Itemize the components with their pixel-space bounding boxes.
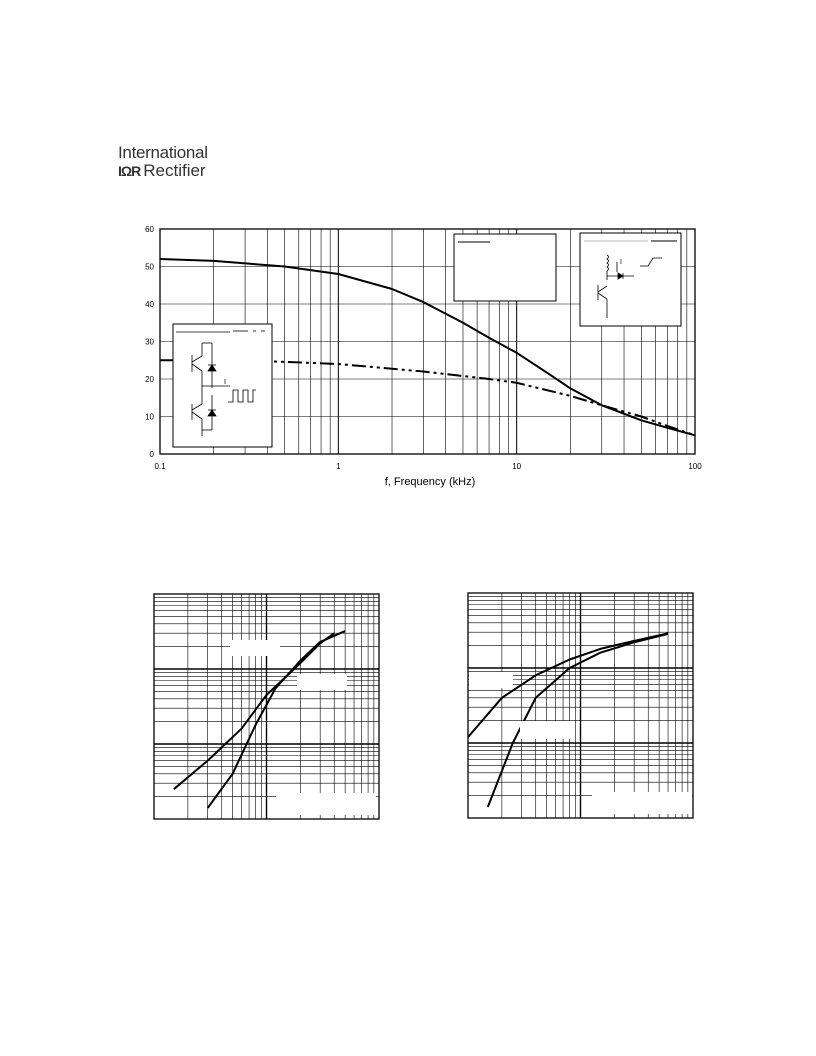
legend-box-right <box>580 233 681 326</box>
y-tick-label: 20 <box>145 375 154 384</box>
bl-label-mask-3 <box>276 793 376 815</box>
y-tick-label: 50 <box>145 262 154 272</box>
x-tick-label: 0.1 <box>154 462 166 471</box>
current-arrow-label-inset: I <box>224 379 226 386</box>
y-tick-label: 0 <box>149 450 154 459</box>
bl-label-mask-2 <box>297 674 347 690</box>
y-tick-label: 30 <box>145 337 154 347</box>
br-label-mask-2 <box>520 721 575 739</box>
bottom-left-chart-series <box>174 631 345 808</box>
y-tick-label: 40 <box>145 300 154 309</box>
current-arrow-label-right: I <box>620 259 622 266</box>
brand-rectifier-text: Rectifier <box>143 161 206 180</box>
x-tick-label: 100 <box>688 462 702 471</box>
x-tick-label: 10 <box>512 462 522 471</box>
bl-label-mask-1 <box>230 640 280 656</box>
legend-box-center <box>454 234 556 301</box>
bottom-left-curve-2 <box>208 631 345 808</box>
br-label-mask-3 <box>592 792 692 814</box>
br-label-mask-1 <box>469 672 513 688</box>
y-tick-label: 10 <box>145 412 154 422</box>
brand-name-line1: International <box>118 143 208 162</box>
ior-logo-mark: IΩR <box>118 163 141 179</box>
y-tick-label: 60 <box>145 225 154 234</box>
bottom-left-curve-1 <box>174 633 334 789</box>
circuit-inset-box <box>173 324 272 447</box>
bottom-right-chart-grid <box>468 593 693 818</box>
x-tick-label: 1 <box>336 462 341 471</box>
x-axis-label: f, Frequency (kHz) <box>384 476 476 488</box>
